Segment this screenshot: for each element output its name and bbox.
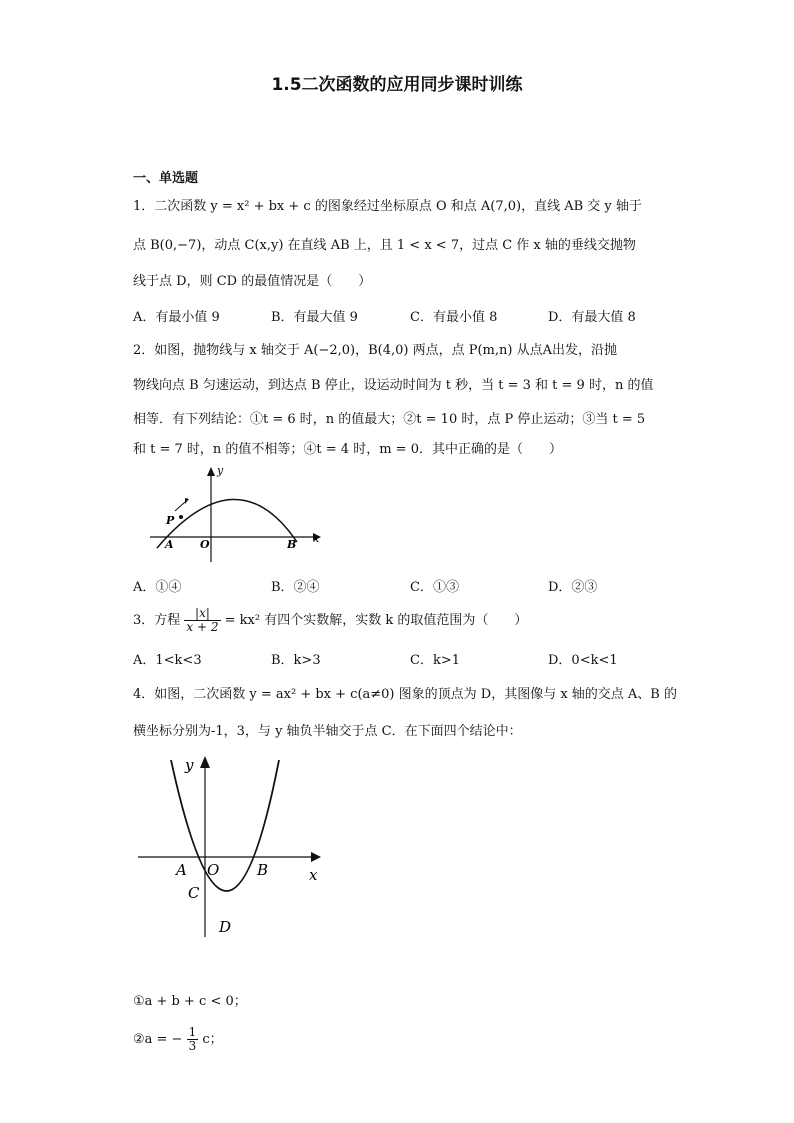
q2-fig-label-p: P [166,514,175,527]
q3-frac-numerator: |x| [184,607,220,621]
q2-fig-label-y: y [217,464,224,477]
q2-option-c[interactable]: C．①③ [410,580,459,595]
q4-parabola-figure [133,752,333,942]
q2-line3: 相等．有下列结论：①t = 6 时，n 的值最大；②t = 10 时，点 P 停止运动；③当 t = 5 [133,412,646,427]
q2-line2: 物线向点 B 匀速运动，到达点 B 停止，设运动时间为 t 秒，当 t = 3 和 t = 9 时，n 的值 [133,378,654,393]
q4-c2-fraction [187,1026,199,1053]
q1-line1: 1．二次函数 y = x² + bx + c 的图象经过坐标原点 O 和点 A(7,0)，直线 AB 交 y 轴于 [133,199,642,214]
q3-option-b[interactable]: B．k>3 [271,653,321,668]
q4-c2-prefix: ②a = − [133,1032,183,1047]
q4-line2: 横坐标分别为-1，3，与 y 轴负半轴交于点 C．在下面四个结论中： [133,724,522,739]
q4-c2-frac-denominator: 3 [188,1039,197,1053]
q3-line [133,606,527,636]
q4-fig-label-o: O [207,861,220,879]
q4-fig-label-x: x [309,866,318,884]
q1-option-d[interactable]: D．有最大值 8 [548,310,636,325]
q1-option-c[interactable]: C．有最小值 8 [410,310,498,325]
q4-conclusion-1: ①a + b + c < 0； [133,994,247,1009]
q2-options [133,576,673,596]
q4-fig-label-y: y [185,756,194,774]
q3-frac-denominator: x + 2 [186,620,219,634]
q4-fig-label-d: D [219,918,232,936]
q1-option-a[interactable]: A．有最小值 9 [133,310,220,325]
q3-fraction [184,607,220,634]
q2-fig-label-x: x [313,532,320,545]
section-heading: 一、单选题 [133,171,199,186]
q2-parabola-figure [145,462,335,568]
q3-options [133,649,673,669]
q1-line3: 线于点 D，则 CD 的最值情况是（ ） [133,274,372,289]
q2-fig-label-a: A [165,538,174,551]
q1-options [133,306,673,326]
q4-line1: 4．如图，二次函数 y = ax² + bx + c(a≠0) 图象的顶点为 D，其图像与 x 轴的交点 A、B 的 [133,687,677,702]
q2-line1: 2．如图，抛物线与 x 轴交于 A(−2,0)，B(4,0) 两点，点 P(m,n) 从点A出发，沿抛 [133,343,617,358]
q3-option-c[interactable]: C．k>1 [410,653,460,668]
q4-fig-label-c: C [188,884,200,902]
q2-line4: 和 t = 7 时，n 的值不相等；④t = 4 时，m = 0．其中正确的是（ ） [133,442,562,457]
q4-conclusion-2 [133,1024,223,1056]
q2-fig-label-b: B [287,538,297,551]
q4-c2-suffix: c； [202,1032,223,1047]
q3-suffix: = kx² 有四个实数解，实数 k 的取值范围为（ ） [224,613,528,628]
q3-prefix: 3．方程 [133,613,181,628]
q2-option-d[interactable]: D．②③ [548,580,598,595]
q2-fig-label-o: O [200,538,210,551]
q4-c2-frac-numerator: 1 [188,1025,197,1039]
q2-option-a[interactable]: A．①④ [133,580,182,595]
q4-fig-label-a: A [176,861,187,879]
q3-option-a[interactable]: A．1<k<3 [133,653,202,668]
q1-line2: 点 B(0,−7)，动点 C(x,y) 在直线 AB 上，且 1 < x < 7，过点 C 作 x 轴的垂线交抛物 [133,238,636,253]
q1-option-b[interactable]: B．有最大值 9 [271,310,358,325]
q3-option-d[interactable]: D．0<k<1 [548,653,618,668]
q2-option-b[interactable]: B．②④ [271,580,320,595]
page-title: 1.5二次函数的应用同步课时训练 [271,75,523,95]
q4-fig-label-b: B [257,861,269,879]
